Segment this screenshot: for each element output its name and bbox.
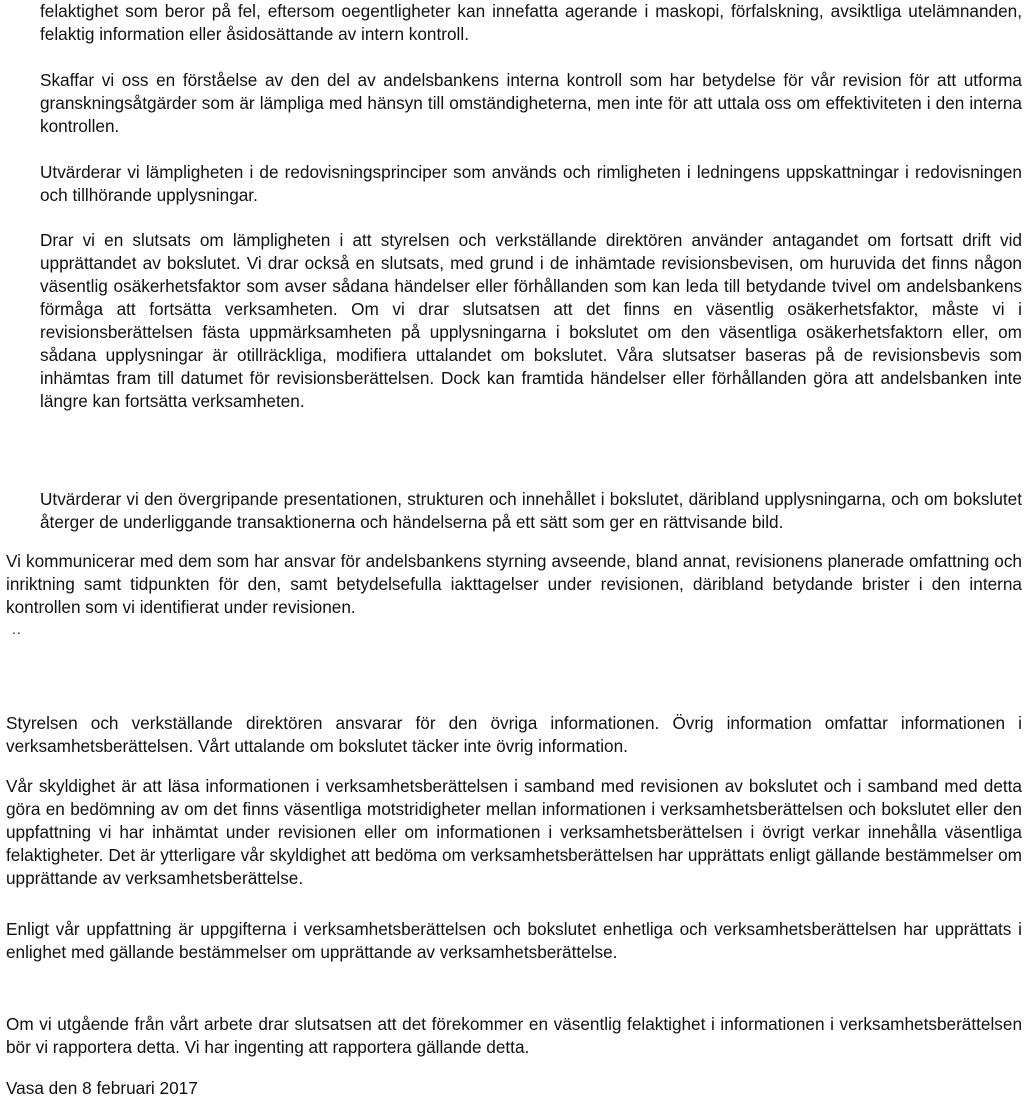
- dots-mark: ..: [12, 621, 22, 637]
- other-info-paragraph-reporting: Om vi utgående från vårt arbete drar slutsatsen att det förekommer en väsentlig felaktighet i informationen i verksamhetsberättelsen bör vi rapportera detta. Vi har ingenting att rapportera gällande detta.: [6, 1014, 1022, 1057]
- audit-item-overall-presentation: Utvärderar vi den övergripande presentationen, strukturen och innehållet i bokslutet, däribland upplysningarna, och om bokslutet återger de underliggande transaktionerna och händelserna på ett sätt som ger en rättvisande bild.: [40, 489, 1022, 532]
- communication-paragraph: Vi kommunicerar med dem som har ansvar för andelsbankens styrning avseende, bland annat, revisionens planerade omfattning och inriktning samt tidpunkten för den, samt betydelsefulla iakttagelser under revisionen, däribland betydande brister i den interna kontrollen som vi identifierat under revisionen.: [6, 551, 1022, 617]
- other-info-paragraph-opinion: Enligt vår uppfattning är uppgifterna i verksamhetsberättelsen och bokslutet enhetliga och verksamhetsberättelsen har upprättats i enlighet med gällande bestämmelser om upprättande av verksamhetsberättelse.: [6, 919, 1022, 962]
- audit-item-fraud-continuation: felaktighet som beror på fel, eftersom oegentligheter kan innefatta agerande i maskopi, förfalskning, avsiktliga utelämnanden, felaktig information eller åsidosättande av intern kontroll.: [40, 1, 1022, 44]
- audit-item-internal-control: Skaffar vi oss en förståelse av den del av andelsbankens interna kontroll som har betydelse för vår revision för att utforma granskningsåtgärder som är lämpliga med hänsyn till omständigheterna, men inte för att uttala oss om effektiviteten i den interna kontrollen.: [40, 70, 1022, 136]
- audit-item-accounting-principles: Utvärderar vi lämpligheten i de redovisningsprinciper som används och rimligheten i ledningens uppskattningar i redovisningen och tillhörande upplysningar.: [40, 162, 1022, 205]
- place-and-date: Vasa den 8 februari 2017: [6, 1078, 198, 1098]
- other-info-paragraph-duty: Vår skyldighet är att läsa informationen i verksamhetsberättelsen i samband med revisionen av bokslutet och i samband med detta göra en bedömning av om det finns väsentliga motstridigheter mellan informationen i verksamhetsberättelsen och bokslutet eller den uppfattning vi har inhämtat under revisionen eller om informationen i verksamhetsberättelsen i övrigt verkar innehålla väsentliga felaktigheter. Det är ytterligare vår skyldighet att bedöma om verksamhetsberättelsen har upprättats enligt gällande bestämmelser om upprättande av verksamhetsberättelse.: [6, 776, 1022, 888]
- other-info-paragraph-responsibility: Styrelsen och verkställande direktören ansvarar för den övriga informationen. Övrig information omfattar informationen i verksamhetsberättelsen. Vårt uttalande om bokslutet täcker inte övrig information.: [6, 713, 1022, 756]
- audit-item-going-concern: Drar vi en slutsats om lämpligheten i att styrelsen och verkställande direktören använder antagandet om fortsatt drift vid upprättandet av bokslutet. Vi drar också en slutsats, med grund i de inhämtade revisionsbevisen, om huruvida det finns någon väsentlig osäkerhetsfaktor som avser sådana händelser eller förhållanden som kan leda till betydande tvivel om andelsbankens förmåga att fortsätta verksamheten. Om vi drar slutsatsen att det finns en väsentlig osäkerhetsfaktor, måste vi i revisionsberättelsen fästa uppmärksamheten på upplysningarna i bokslutet om den väsentliga osäkerhetsfaktorn eller, om sådana upplysningar är otillräckliga, modifiera uttalandet om bokslutet. Våra slutsatser baseras på de revisionsbevis som inhämtas fram till datumet för revisionsberättelsen. Dock kan framtida händelser eller förhållanden göra att andelsbanken inte längre kan fortsätta verksamheten.: [40, 230, 1022, 411]
